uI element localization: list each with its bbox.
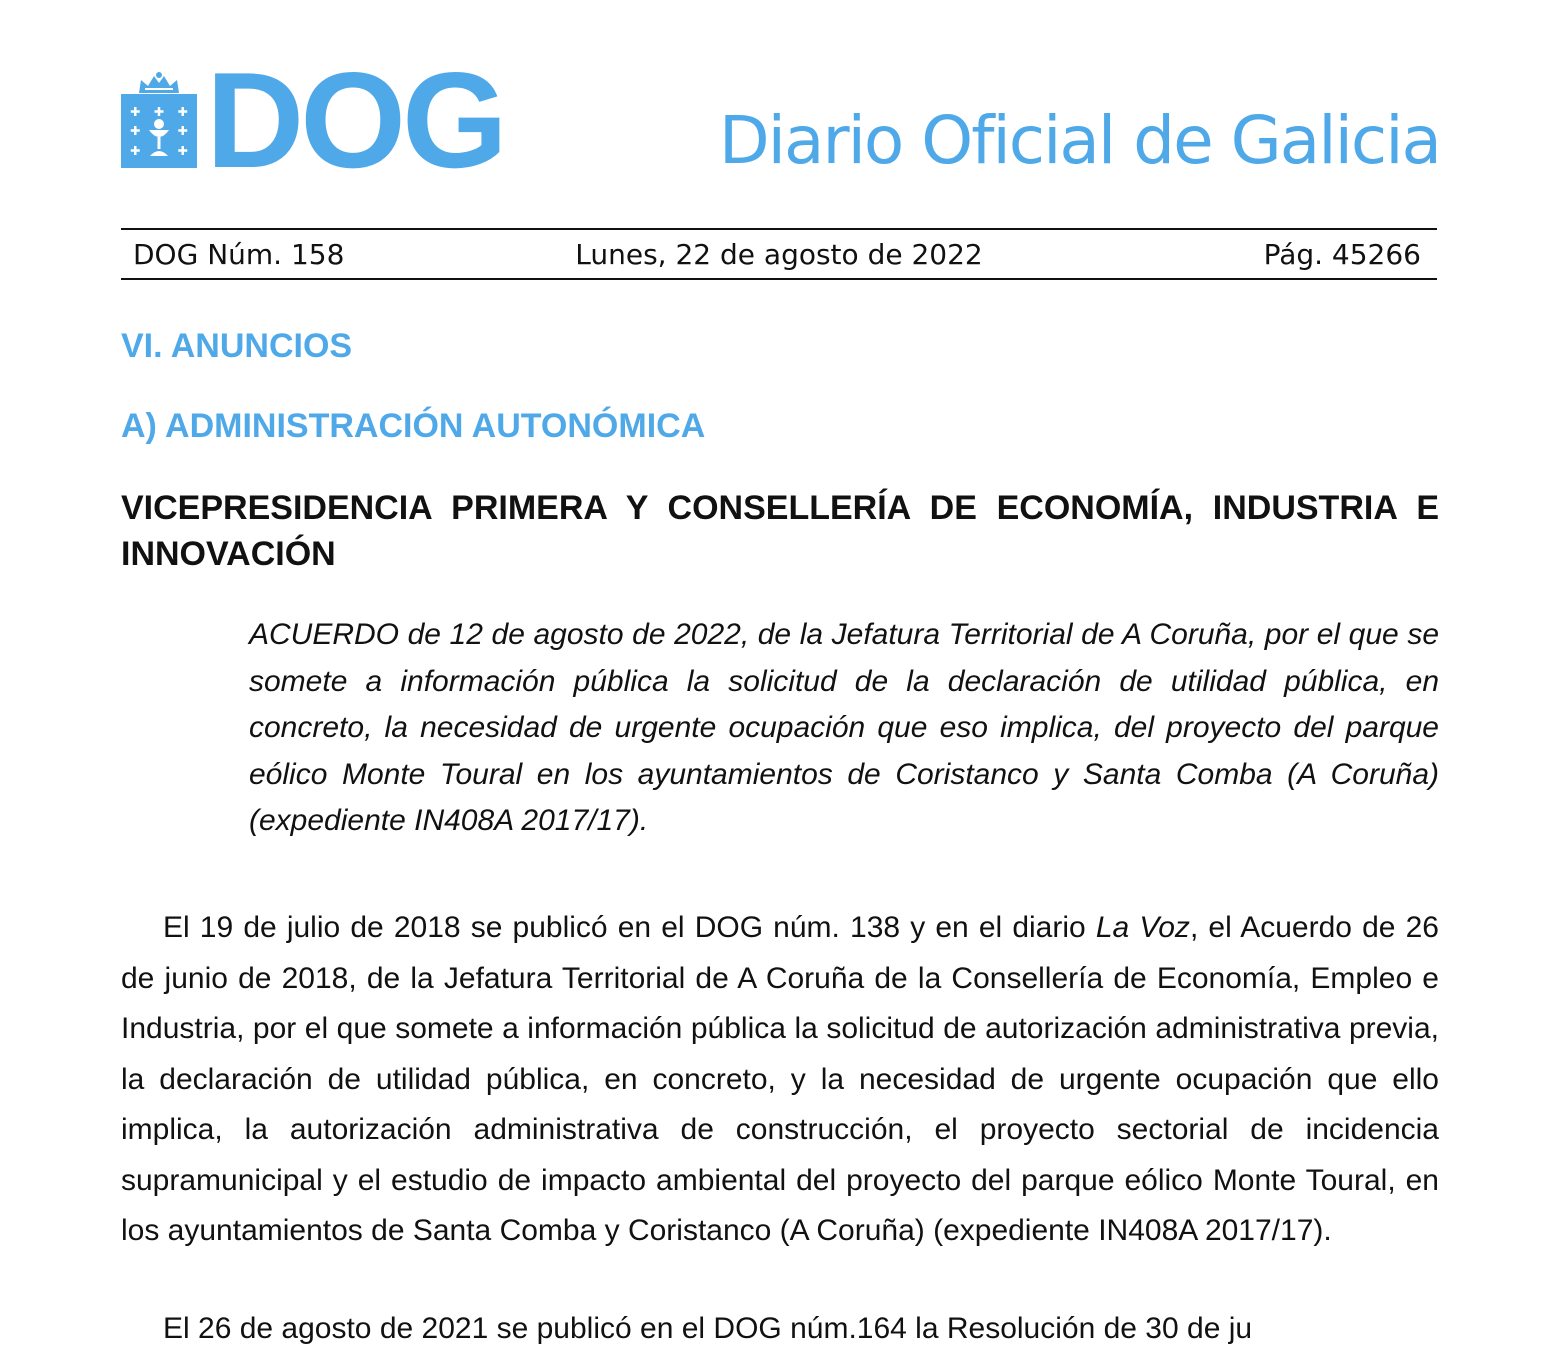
subsection-heading: A) ADMINISTRACIÓN AUTONÓMICA — [121, 407, 706, 445]
galicia-coat-of-arms-icon — [121, 72, 197, 168]
masthead-title: Diario Oficial de Galicia — [718, 102, 1440, 179]
issue-number: DOG Núm. 158 — [133, 238, 345, 271]
issue-date: Lunes, 22 de agosto de 2022 — [575, 238, 983, 271]
body-paragraph-2: El 26 de agosto de 2021 se publicó en el DOG núm.164 la Resolución de 30 de ju — [163, 1312, 1253, 1345]
page-number: Pág. 45266 — [1263, 238, 1421, 271]
agreement-title: ACUERDO de 12 de agosto de 2022, de la Jefatura Territorial de A Coruña, por el que se somete a información pública la solicitud de la declaración de utilidad pública, en concreto, la necesidad de urgente ocupación que eso implica, del proyecto del parque eólico Monte Toural en los ayuntamientos de Coristanco y Santa Comba (A Coruña) (expediente IN408A 2017/17). — [249, 618, 1439, 837]
section-heading: VI. ANUNCIOS — [121, 327, 353, 365]
paragraph-1-start: El 19 de julio de 2018 se publicó en el DOG núm. 138 y en el diario — [163, 911, 1096, 944]
dog-logo-text: DOG — [206, 44, 504, 196]
body-paragraph-1 — [121, 903, 1439, 1257]
department-heading: VICEPRESIDENCIA PRIMERA Y CONSELLERÍA DE ECONOMÍA, INDUSTRIA E INNOVACIÓN — [121, 489, 1439, 573]
paragraph-1-rest: , el Acuerdo de 26 de junio de 2018, de la Jefatura Territorial de A Coruña de la Consellería de Economía, Empleo e Industria, por el que somete a información pública la solicitud de autorización administrativa previa, la declaración de utilidad pública, en concreto, y la necesidad de urgente ocupación que ello implica, la autorización administrativa de construcción, el proyecto sectorial de incidencia supramunicipal y el estudio de impacto ambiental del proyecto del parque eólico Monte Toural, en los ayuntamientos de Santa Comba y Coristanco (A Coruña) (expediente IN408A 2017/17). — [121, 911, 1439, 1247]
issue-header-bar — [121, 228, 1437, 280]
newspaper-name: La Voz — [1095, 911, 1190, 944]
